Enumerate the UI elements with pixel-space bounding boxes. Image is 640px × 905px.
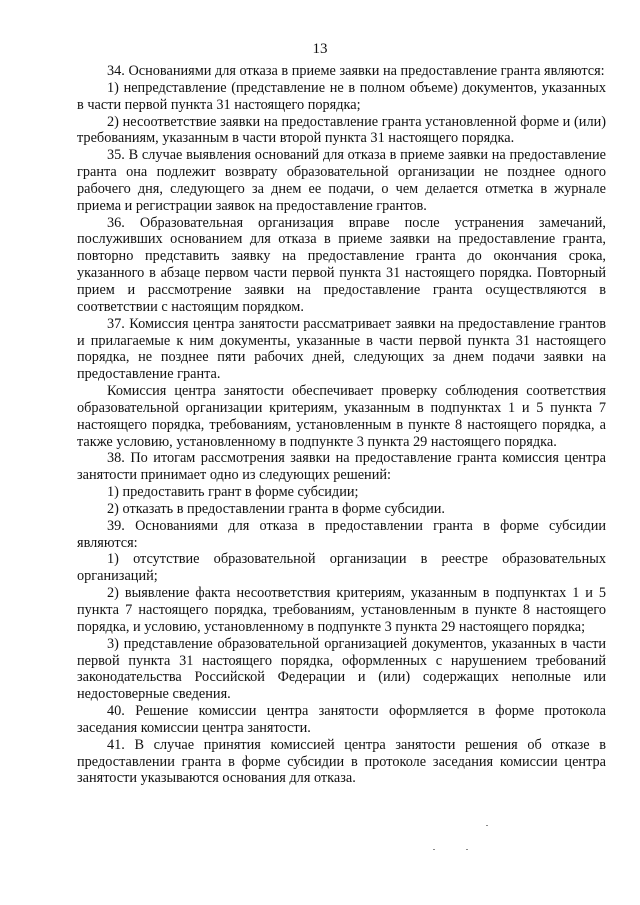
- paragraph-38-item-1: 1) предоставить грант в форме субсидии;: [107, 484, 359, 501]
- paragraph-37-part-2: Комиссия центра занятости обеспечивает проверку соблюдения соответствия образовательной организации критериям, указанным в подпунктах 1 и 5 пункта 7 настоящего порядка, требованиям, установленным в пункте 8 настоящего порядка, а также условию, установленному в подпункте 3 пункта 29 настоящего порядка.: [77, 383, 606, 450]
- document-body: [77, 63, 606, 787]
- paragraph-34-item-1: 1) непредставление (представление не в полном объеме) документов, указанных в части первой пункта 31 настоящего порядка;: [77, 79, 606, 113]
- paragraph-39: 39. Основаниями для отказа в предоставлении гранта в форме субсидии являются:: [77, 517, 606, 551]
- scan-artifact: [486, 825, 488, 826]
- paragraph-40: 40. Решение комиссии центра занятости оформляется в форме протокола заседания комиссии центра занятости.: [77, 703, 606, 736]
- paragraph-41: 41. В случае принятия комиссией центра занятости решения об отказе в предоставлении гранта в форме субсидии в протоколе заседания комиссии центра занятости указываются основания для отказа.: [77, 736, 606, 787]
- paragraph-35: 35. В случае выявления оснований для отказа в приеме заявки на предоставление гранта она подлежит возврату образовательной организации не позднее одного рабочего дня, следующего за днем ее подачи, о чем делается отметка в журнале приема и регистрации заявок на предоставление грантов.: [77, 147, 606, 214]
- page-number: 13: [312, 41, 328, 57]
- paragraph-34: 34. Основаниями для отказа в приеме заявки на предоставление гранта являются:: [107, 63, 605, 79]
- paragraph-36: 36. Образовательная организация вправе после устранения замечаний, послуживших основанием для отказа в приеме заявки на предоставление гранта, повторно представить заявку на предоставление гранта до окончания срока, указанного в абзаце первом части первой пункта 31 настоящего порядка. Повторный прием и рассмотрение заявки на предоставление гранта осуществляются в соответствии с настоящим порядком.: [77, 214, 606, 315]
- paragraph-37: 37. Комиссия центра занятости рассматривает заявки на предоставление грантов и прилагаемые к ним документы, указанные в части первой пункта 31 настоящего порядка, не позднее пяти рабочих дней, следующих за днем подачи заявки на предоставление гранта.: [77, 315, 606, 383]
- scan-artifact: [433, 849, 435, 850]
- paragraph-39-item-1: 1) отсутствие образовательной организации в реестре образовательных организаций;: [77, 551, 606, 585]
- paragraph-38: 38. По итогам рассмотрения заявки на предоставление гранта комиссия центра занятости принимает одно из следующих решений:: [77, 450, 606, 484]
- paragraph-38-item-2: 2) отказать в предоставлении гранта в форме субсидии.: [107, 500, 446, 517]
- paragraph-39-item-3: 3) представление образовательной организацией документов, указанных в части первой пункта 31 настоящего порядка, оформленных с нарушением требований законодательства Российской Федерации и (или) содержащих неполные или недостоверные сведения.: [77, 635, 606, 703]
- paragraph-39-item-2: 2) выявление факта несоответствия критериям, указанным в подпунктах 1 и 5 пункта 7 настоящего порядка, требованиям, установленным в пункте 8 настоящего порядка, и условию, установленному в подпункте 3 пункта 29 настоящего порядка;: [77, 585, 606, 635]
- scan-artifact: [466, 849, 468, 850]
- paragraph-34-item-2: 2) несоответствие заявки на предоставление гранта установленной форме и (или) требованиям, указанным в части второй пункта 31 настоящего порядка.: [77, 113, 606, 147]
